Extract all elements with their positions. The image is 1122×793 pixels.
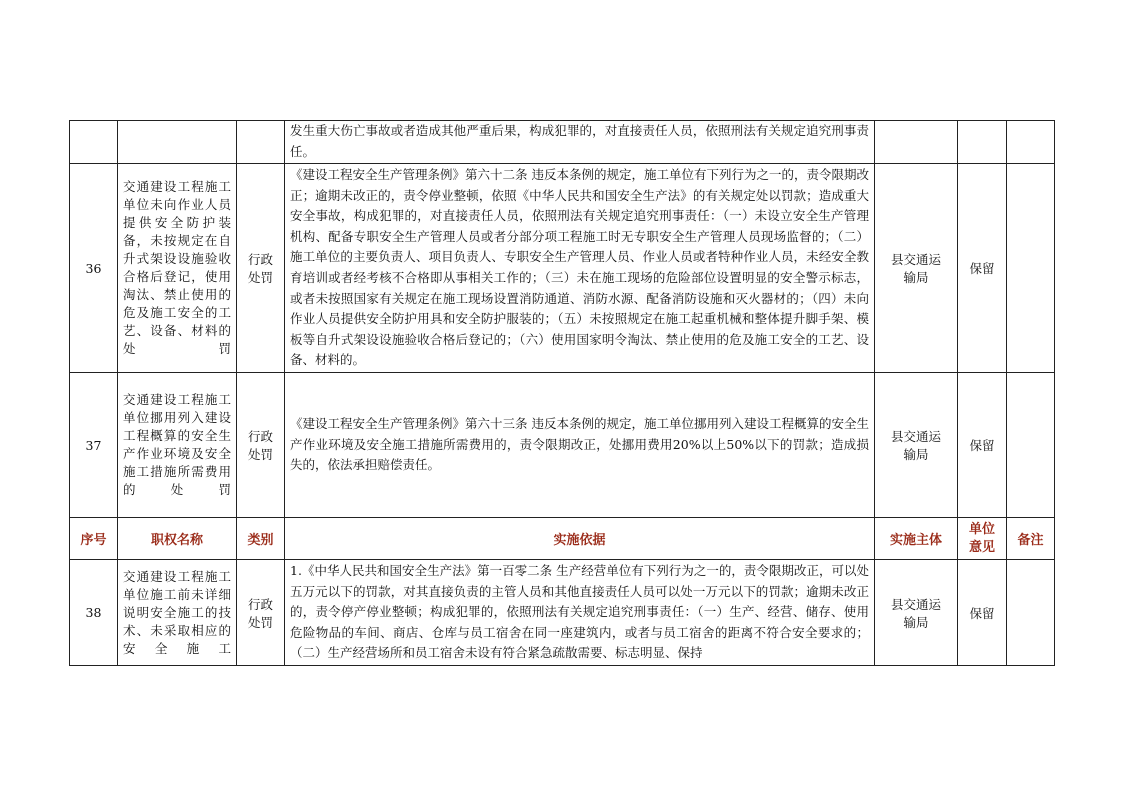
header-opinion: 单位意见: [958, 518, 1007, 560]
power-type: 行政处罚: [237, 373, 285, 518]
power-type: 行政处罚: [237, 560, 285, 666]
table-row: [70, 121, 1055, 164]
header-no: 序号: [70, 518, 118, 560]
unit-opinion: 保留: [958, 560, 1007, 666]
row-number: 36: [70, 164, 118, 373]
unit-opinion: [958, 121, 1007, 164]
row-number: 38: [70, 560, 118, 666]
header-name: 职权名称: [118, 518, 237, 560]
implementing-body: 县交通运输局: [875, 164, 958, 373]
legal-basis: 发生重大伤亡事故或者造成其他严重后果，构成犯罪的，对直接责任人员，依照刑法有关规定追究刑事责任。: [285, 121, 875, 164]
remark: [1007, 373, 1055, 518]
header-remark: 备注: [1007, 518, 1055, 560]
legal-basis: 《建设工程安全生产管理条例》第六十三条 违反本条例的规定，施工单位挪用列入建设工程概算的安全生产作业环境及安全施工措施所需费用的，责令限期改正，处挪用费用20%以上50%以下的罚款；造成损失的，依法承担赔偿责任。: [285, 373, 875, 518]
row-number: [70, 121, 118, 164]
table-row: [70, 560, 1055, 666]
implementing-body: 县交通运输局: [875, 560, 958, 666]
powers-table: [69, 120, 1055, 666]
remark: [1007, 164, 1055, 373]
power-name: [118, 121, 237, 164]
unit-opinion: 保留: [958, 373, 1007, 518]
implementing-body: 县交通运输局: [875, 373, 958, 518]
table-row: [70, 373, 1055, 518]
power-name: 交通建设工程施工单位施工前未详细说明安全施工的技术、未采取相应的安全施工: [118, 560, 237, 666]
row-number: 37: [70, 373, 118, 518]
remark: [1007, 121, 1055, 164]
power-type: 行政处罚: [237, 164, 285, 373]
remark: [1007, 560, 1055, 666]
legal-basis: 《建设工程安全生产管理条例》第六十二条 违反本条例的规定，施工单位有下列行为之一的，责令限期改正；逾期未改正的，责令停业整顿，依照《中华人民共和国安全生产法》的有关规定处以罚款；造成重大安全事故，构成犯罪的，对直接责任人员，依照刑法有关规定追究刑事责任：（一）未设立安全生产管理机构、配备专职安全生产管理人员或者分部分项工程施工时无专职安全生产管理人员现场监督的；（二）施工单位的主要负责人、项目负责人、专职安全生产管理人员、作业人员或者特种作业人员，未经安全教育培训或者经考核不合格即从事相关工作的；（三）未在施工现场的危险部位设置明显的安全警示标志，或者未按照国家有关规定在施工现场设置消防通道、消防水源、配备消防设施和灭火器材的；（四）未向作业人员提供安全防护用具和安全防护服装的；（五）未按照规定在施工起重机械和整体提升脚手架、模板等自升式架设设施验收合格后登记的；（六）使用国家明令淘汰、禁止使用的危及施工安全的工艺、设备、材料的。: [285, 164, 875, 373]
power-name: 交通建设工程施工单位未向作业人员提供安全防护装备，未按规定在自升式架设设施验收合格后登记，使用淘汰、禁止使用的危及施工安全的工艺、设备、材料的处罚: [118, 164, 237, 373]
header-subject: 实施主体: [875, 518, 958, 560]
header-row: [70, 518, 1055, 560]
implementing-body: [875, 121, 958, 164]
header-type: 类别: [237, 518, 285, 560]
unit-opinion: 保留: [958, 164, 1007, 373]
header-basis: 实施依据: [285, 518, 875, 560]
legal-basis: 1.《中华人民共和国安全生产法》第一百零二条 生产经营单位有下列行为之一的，责令限期改正，可以处五万元以下的罚款，对其直接负责的主管人员和其他直接责任人员可以处一万元以下的罚款；逾期未改正的，责令停产停业整顿；构成犯罪的，依照刑法有关规定追究刑事责任：（一）生产、经营、储存、使用危险物品的车间、商店、仓库与员工宿舍在同一座建筑内，或者与员工宿舍的距离不符合安全要求的；（二）生产经营场所和员工宿舍未设有符合紧急疏散需要、标志明显、保持: [285, 560, 875, 666]
power-type: [237, 121, 285, 164]
power-name: 交通建设工程施工单位挪用列入建设工程概算的安全生产作业环境及安全施工措施所需费用的处罚: [118, 373, 237, 518]
table-row: [70, 164, 1055, 373]
